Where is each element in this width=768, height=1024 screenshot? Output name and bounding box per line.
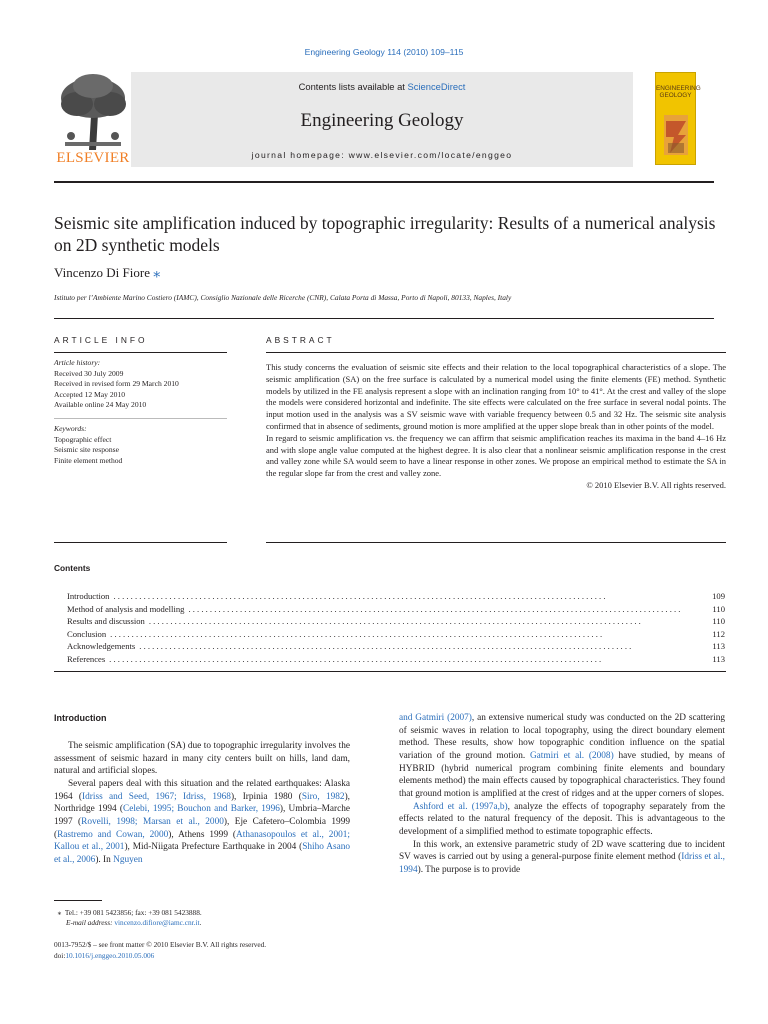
footnote-rule	[54, 900, 102, 901]
text-run: ), Eje Cafetero–Colombia 1999 (	[54, 816, 350, 840]
text-run: In this work, an extensive parametric study of 2D wave scattering due to incident SV waves is carried out by using a general-purpose finite element method (	[399, 839, 725, 863]
abstract-paragraph-1: This study concerns the evaluation of seismic site effects and their relation to the local topographical characteristics of a slope. The seismic amplification (SA) on the free surface is calculated by a numerical model using the finite elements (FE) method. Synthetic models by utilized in the FE analysis represent a slope with an inclination ranging from 10° to 41°. At the crest and valley of the slope the models were considered horizontal and indefinite. The site effects were calculated on the free surface in several nodal points. The input motion used in the analysis was a SV seismic wave with variable frequency between 0.5 and 32 Hz. The seismic site analysis confirmed that in absence of sediments, ground motion is more amplified at the upper slope break than in other points of the model.	[266, 362, 726, 431]
contents-line	[131, 81, 633, 92]
front-matter	[54, 940, 384, 962]
citation-link[interactable]: Ashford et al. (1997a,b)	[413, 801, 508, 812]
intro-paragraph-3	[399, 801, 725, 839]
footnote-mark: ⁎	[57, 908, 62, 917]
footnote-email-line	[54, 918, 354, 928]
text-run: ), Athens 1999 (	[168, 829, 237, 840]
toc-entry-page: 113	[712, 653, 725, 664]
author	[54, 265, 160, 282]
body-right-column	[399, 712, 725, 877]
history-revised: Received in revised form 29 March 2010	[54, 379, 179, 388]
text-run: ), Umbria–Marche 1997 (	[54, 804, 350, 827]
text-run: have studied, by means of HYBRID (hybrid numerical program combining finite elements and boundary elements method) the main effects caused by topographical characteristics. They found that ground motion is amplified at the crest of ridges and at the upper corners of slopes.	[399, 750, 725, 799]
footnote-email-label: E-mail address:	[66, 918, 113, 928]
issn-line: 0013-7952/$ – see front matter © 2010 Elsevier B.V. All rights reserved.	[54, 940, 267, 949]
toc-leader	[149, 615, 699, 628]
keyword-item: Finite element method	[54, 455, 123, 465]
toc-leader	[110, 628, 699, 641]
toc-entry[interactable]	[67, 590, 725, 603]
toc-entry-label: Results and discussion	[67, 616, 145, 627]
citation-link[interactable]: Athanasopoulos et al., 2001; Kallou et al., 2001	[54, 829, 350, 853]
toc-entry[interactable]	[67, 653, 725, 666]
toc-entry[interactable]	[67, 615, 725, 628]
text-run: Several papers deal with this situation and the related earthquakes: Alaska 1964 (	[54, 778, 350, 802]
text-run: , an extensive numerical study was conducted on the 2D scattering of seismic waves in relation to local topography, using the direct boundary element method. These results, show how topographic condition influence on the spatial variation of the ground motion.	[399, 713, 725, 761]
footnote-contact	[54, 908, 354, 918]
citation-link[interactable]: Gatmiri et al. (2008)	[529, 750, 614, 761]
cover-artwork-icon	[664, 115, 688, 155]
text-run: ), Irpinia 1980 (	[230, 791, 302, 802]
title-rule	[54, 318, 714, 319]
keyword-item: Seismic site response	[54, 445, 119, 454]
toc-leader	[109, 653, 699, 666]
elsevier-tree-icon	[55, 72, 131, 150]
keywords-label: Keywords:	[54, 424, 87, 433]
text-run: , analyze the effects of topography separately from the effects related to the natural frequency of the deposit. This is advantageous to the development of a simplified method to estimate topographic effects.	[399, 801, 725, 837]
history-online: Available online 24 May 2010	[54, 400, 147, 409]
toc-entry-label: Conclusion	[67, 628, 107, 639]
toc-entry-label: Introduction	[67, 591, 110, 601]
author-name: Vincenzo Di Fiore	[54, 265, 150, 280]
body-left-column	[54, 740, 350, 867]
toc-entry[interactable]	[67, 628, 725, 641]
article-title: Seismic site amplification induced by topographic irregularity: Results of a numerical analysis on 2D synthetic models	[54, 213, 716, 255]
article-info-rule	[54, 352, 227, 353]
abstract-heading: ABSTRACT	[266, 335, 335, 345]
citation-link[interactable]: Idriss and Seed, 1967; Idriss, 1968	[82, 791, 231, 802]
history-label: Article history:	[54, 358, 101, 367]
toc-leader	[188, 603, 699, 616]
citation-link[interactable]: Celebi, 1995; Bouchon and Barker, 1996	[123, 804, 280, 815]
toc-entry-page: 112	[712, 628, 725, 639]
text-run: ), Mid-Niigata Prefecture Earthquake in 2004 (	[124, 842, 303, 853]
abstract-paragraph-2: In regard to seismic amplification vs. the frequency we can affirm that seismic amplification reaches its maxima in the band 4–16 Hz and with slope angle value computed at the highest degree. It is also clear that a nonlinear seismic amplification response in the crest and valley zone while SA would seem to have a linear response in other zones. We propose an empirical method to estimate the SA in the regular slope far from the crest and valley zone.	[266, 432, 726, 479]
history-received: Received 30 July 2009	[54, 368, 124, 378]
toc-entry-page: 109	[712, 591, 725, 601]
header-rule	[54, 181, 714, 183]
toc-entry-page: 113	[712, 641, 725, 652]
keywords	[54, 424, 229, 466]
affiliation: Istituto per l’Ambiente Marino Costiero (IAMC), Consiglio Nazionale delle Ricerche (CNR), Calata Porta di Massa, Porto di Napoli, 80133, Naples, Italy	[54, 293, 512, 302]
abstract-body	[266, 362, 726, 492]
intro-paragraph-1: The seismic amplification (SA) due to topographic irregularity involves the assessment of seismic hazard in many city centers built on hills, land dam, natural and artificial slopes.	[54, 741, 350, 777]
journal-name: Engineering Geology	[300, 110, 464, 131]
citation-link[interactable]: Shiho Asano et al., 2006	[54, 842, 351, 865]
abstract-rule	[266, 352, 726, 353]
homepage-prefix: journal homepage:	[251, 150, 349, 160]
sciencedirect-link[interactable]: ScienceDirect	[407, 81, 466, 92]
doi-prefix: doi:	[54, 950, 66, 960]
toc-entry-label: References	[67, 653, 106, 664]
intro-paragraph-continued	[399, 712, 725, 801]
text-run: ). In	[95, 854, 114, 865]
toc-leader	[139, 640, 699, 653]
corresponding-author-mark[interactable]: ⁎	[153, 266, 161, 281]
journal-homepage	[131, 150, 633, 160]
elsevier-wordmark: ELSEVIER	[56, 150, 130, 166]
homepage-link[interactable]: www.elsevier.com/locate/enggeo	[348, 150, 513, 160]
contents-rule	[54, 671, 726, 672]
keywords-rule	[54, 418, 227, 419]
citation-link[interactable]: Rovelli, 1998; Marsan et al., 2000	[81, 816, 224, 827]
history-accepted: Accepted 12 May 2010	[54, 389, 126, 399]
article-history	[54, 358, 229, 411]
toc-entry-label: Acknowledgements	[67, 641, 136, 652]
keyword-item: Topographic effect	[54, 434, 112, 444]
toc-leader	[113, 590, 699, 603]
abstract-copyright: © 2010 Elsevier B.V. All rights reserved.	[586, 479, 726, 490]
article-info-heading: ARTICLE INFO	[54, 335, 148, 345]
introduction-heading: Introduction	[54, 713, 107, 723]
elsevier-logo	[53, 72, 130, 167]
contents-heading: Contents	[54, 563, 91, 573]
cover-title-line1: ENGINEERING	[656, 85, 701, 92]
toc-entry-label: Method of analysis and modelling	[67, 603, 185, 614]
footnote	[54, 908, 354, 928]
text-run: ). The purpose is to provide	[417, 864, 521, 875]
intro-paragraph-2	[54, 778, 350, 867]
cover-title-line2: GEOLOGY	[659, 92, 692, 99]
citation-link[interactable]: Idriss et al., 1994	[399, 852, 725, 875]
text-run: ), Northridge 1994 (	[54, 791, 350, 815]
journal-reference[interactable]: Engineering Geology 114 (2010) 109–115	[304, 47, 464, 57]
footnote-tel: Tel.: +39 081 5423856; fax: +39 081 5423888.	[64, 908, 202, 917]
intro-paragraph-4	[399, 839, 725, 877]
table-of-contents	[67, 590, 725, 666]
masthead-box	[131, 72, 633, 167]
article-info-bottom-rule	[54, 542, 227, 543]
citation-link[interactable]: and Gatmiri (2007)	[399, 713, 472, 723]
toc-entry[interactable]	[67, 603, 725, 616]
contents-prefix: Contents lists available at	[298, 81, 408, 92]
toc-entry-page: 110	[712, 603, 725, 614]
author-email-link[interactable]: vincenzo.difiore@iamc.cnr.it	[114, 918, 200, 928]
doi-line	[54, 951, 384, 962]
toc-entry-page: 110	[712, 616, 725, 627]
journal-cover[interactable]	[655, 72, 701, 165]
cover-title	[656, 85, 701, 99]
masthead	[53, 72, 633, 167]
doi-link[interactable]: 10.1016/j.enggeo.2010.05.006	[65, 950, 155, 960]
citation-link[interactable]: Nguyen	[113, 854, 143, 865]
toc-entry[interactable]	[67, 640, 725, 653]
footnote-email-end: .	[199, 918, 202, 928]
citation-link[interactable]: Rastremo and Cowan, 2000	[57, 829, 169, 840]
abstract-bottom-rule	[266, 542, 726, 543]
citation-link[interactable]: Siro, 1982	[301, 791, 345, 802]
